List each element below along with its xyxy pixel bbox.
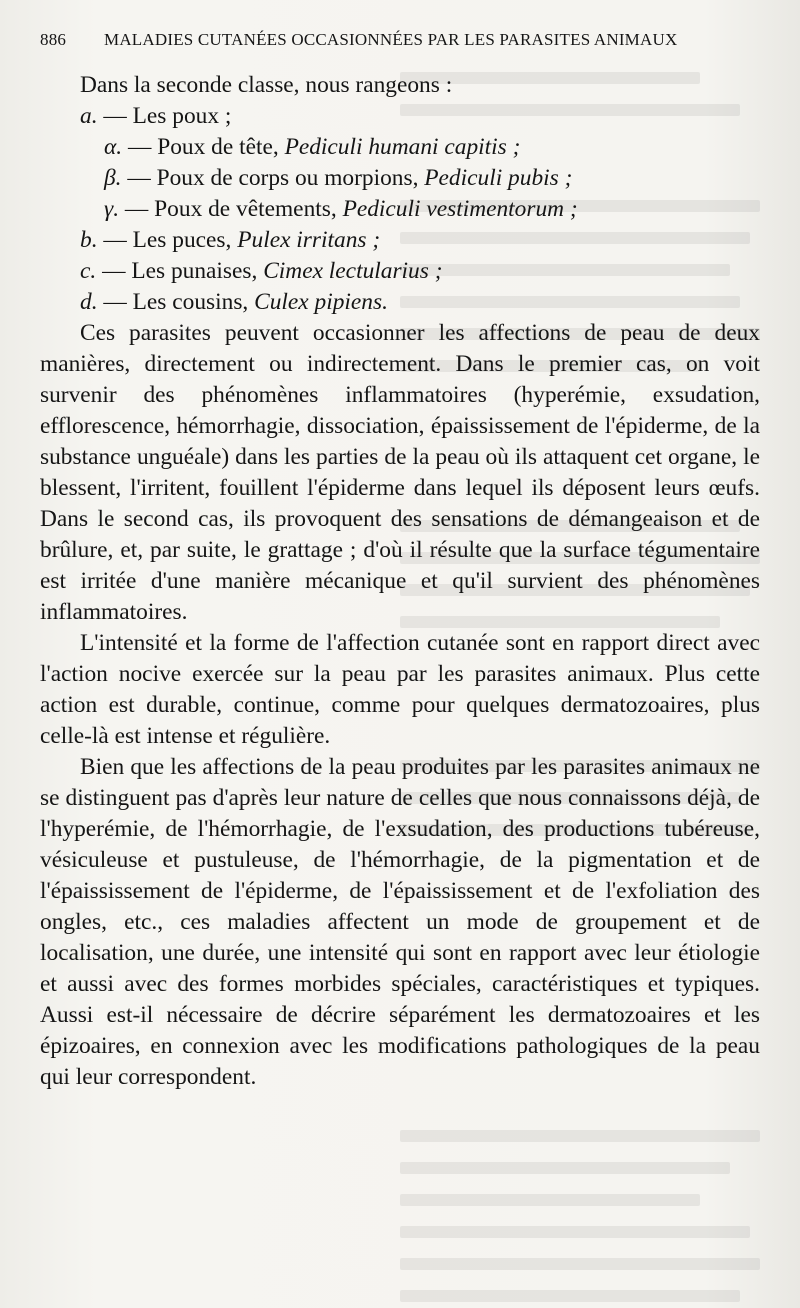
latin-name: Culex pipiens. xyxy=(254,289,388,315)
paragraph-2: L'intensité et la forme de l'affection cutanée sont en rapport direct avec l'action nocive exercée sur la peau par les parasites animaux. Plus cette action est durable, continue, comme pour quelques dermatozoaires, plus celle-là est intense et régulière. xyxy=(40,630,760,749)
list-item xyxy=(40,256,760,287)
list-text: — Poux de corps ou morpions, xyxy=(121,165,425,191)
intro-line: Dans la seconde classe, nous rangeons : xyxy=(80,72,453,98)
list-marker: γ. xyxy=(104,196,120,222)
latin-name: Pediculi pubis ; xyxy=(424,165,573,191)
list-text: — Poux de vêtements, xyxy=(119,196,343,222)
list-marker: d. xyxy=(80,289,98,315)
page-number: 886 xyxy=(40,30,67,49)
latin-name: Cimex lectularius ; xyxy=(263,258,443,284)
list-marker: c. xyxy=(80,258,97,284)
list-text: — Les puces, xyxy=(97,227,238,253)
list-item xyxy=(40,225,760,256)
list-marker: α. xyxy=(104,134,123,160)
paragraph-1: Ces parasites peuvent occasionner les affections de peau de deux manières, directement ou indirectement. Dans le premier cas, on voit survenir des phénomènes inflammatoires (hyperémie, exsudation, efflorescence, hémorrhagie, dissociation, épaississement de l'épiderme, de la substance unguéale) dans les parties de la peau où ils attaquent cet organe, le blessent, l'irritent, fouillent l'épiderme dans lequel ils déposent leurs œufs. Dans le second cas, ils provoquent des sensations de démangeaison et de brûlure, et, par suite, le grattage ; d'où il résulte que la surface tégumentaire est irritée d'une manière mécanique et qu'il survient des phénomènes inflammatoires. xyxy=(40,320,760,625)
list-text: — Les poux ; xyxy=(97,103,232,129)
list-text: — Les punaises, xyxy=(96,258,264,284)
list-item xyxy=(40,287,760,318)
body-text xyxy=(40,70,760,1093)
paragraph-3: Bien que les affections de la peau produites par les parasites animaux ne se distinguent pas d'après leur nature de celles que nous connaissons déjà, de l'hyperémie, de l'hémorrhagie, de l'exsudation, des productions tubéreuse, vésiculeuse et pustuleuse, de l'hémorrhagie, de la pigmentation et de l'épaississement de l'épiderme, de l'épaississement et de l'exfoliation des ongles, etc., ces maladies affectent un mode de groupement et de localisation, une durée, une intensité qui sont en rapport avec leur étiologie et aussi avec des formes morbides spéciales, caractéristiques et typiques. Aussi est-il nécessaire de décrire séparément les dermatozoaires et les épizoaires, en connexion avec les modifications pathologiques de la peau qui leur correspondent. xyxy=(40,754,760,1090)
list-marker: β. xyxy=(104,165,122,191)
list-text: — Les cousins, xyxy=(97,289,255,315)
list-marker: a. xyxy=(80,103,98,129)
latin-name: Pediculi vestimentorum ; xyxy=(342,196,578,222)
latin-name: Pulex irritans ; xyxy=(237,227,381,253)
list-text: — Poux de tête, xyxy=(122,134,285,160)
list-item xyxy=(40,194,760,225)
running-header xyxy=(40,30,760,64)
list-item xyxy=(40,163,760,194)
list-item xyxy=(40,132,760,163)
latin-name: Pediculi humani capitis ; xyxy=(284,134,521,160)
list-marker: b. xyxy=(80,227,98,253)
running-title: MALADIES CUTANÉES OCCASIONNÉES PAR LES PARASITES ANIMAUX xyxy=(104,30,678,49)
list-item xyxy=(40,101,760,132)
